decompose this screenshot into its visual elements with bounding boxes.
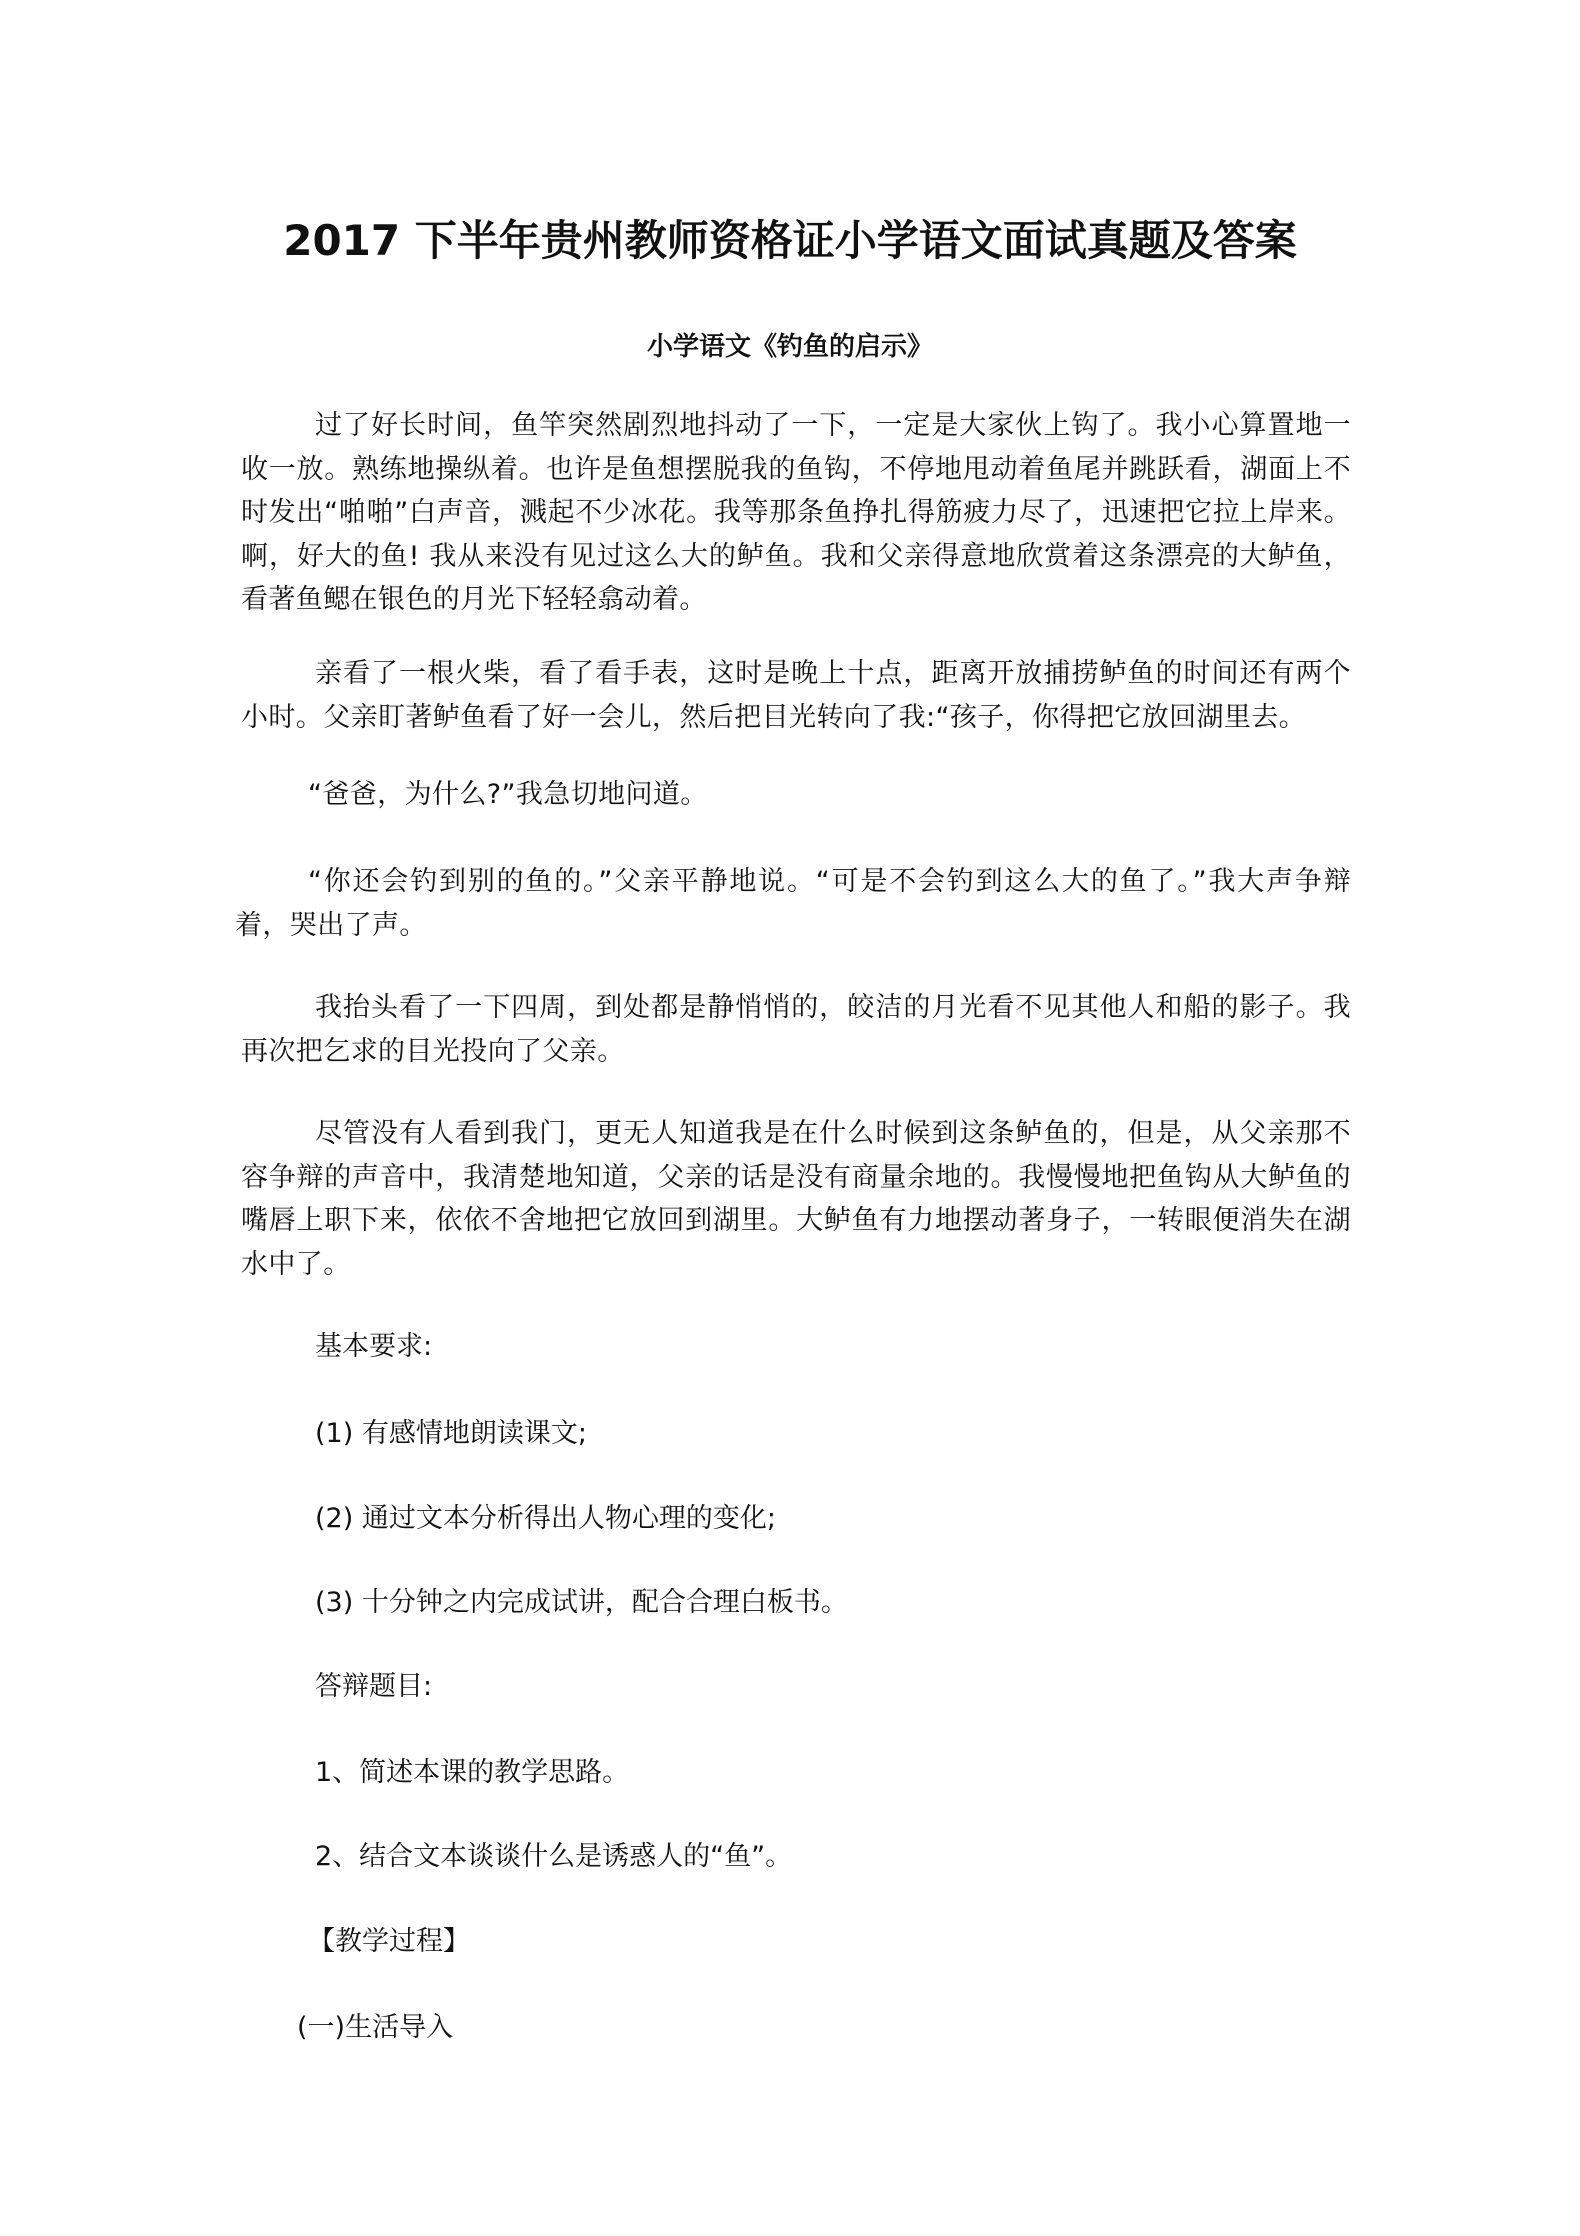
document-subtitle: 小学语文《钓鱼的启示》	[646, 332, 933, 362]
question-item-2: 2、结合文本谈谈什么是诱惑人的“鱼”。	[315, 1841, 793, 1872]
requirement-item-1: (1) 有感情地朗读课文;	[315, 1418, 587, 1449]
requirement-item-2: (2) 通过文本分析得出人物心理的变化;	[315, 1503, 776, 1534]
passage-paragraph-2: 亲看了一根火柴，看了看手表，这时是晚上十点，距离开放捕捞鲈鱼的时间还有两个小时。父亲盯著鲈鱼看了好一会儿，然后把目光转向了我:“孩子，你得把它放回湖里去。	[241, 658, 1351, 733]
questions-heading: 答辩题目:	[315, 1671, 433, 1702]
passage-paragraph-5: 我抬头看了一下四周，到处都是静悄悄的，皎洁的月光看不见其他人和船的影子。我再次把乞求的目光投向了父亲。	[241, 992, 1351, 1067]
teaching-process-heading: 【教学过程】	[308, 1926, 470, 1957]
document-title: 2017 下半年贵州教师资格证小学语文面试真题及答案	[283, 216, 1297, 265]
requirement-item-3: (3) 十分钟之内完成试讲，配合合理白板书。	[315, 1587, 848, 1618]
passage-paragraph-3: “爸爸，为什么?”我急切地问道。	[308, 779, 708, 810]
section-heading-intro: (一)生活导入	[297, 2012, 454, 2043]
requirements-heading: 基本要求:	[315, 1331, 433, 1362]
passage-paragraph-1: 过了好长时间，鱼竿突然剧烈地抖动了一下，一定是大家伙上钩了。我小心算置地一收一放。熟练地操纵着。也许是鱼想摆脱我的鱼钩，不停地甩动着鱼尾并跳跃看，湖面上不时发出“啪啪”白声音，溅起不少冰花。我等那条鱼挣扎得筋疲力尽了，迅速把它拉上岸来。啊，好大的鱼! 我从来没有见过这么大的鲈鱼。我和父亲得意地欣赏着这条漂亮的大鲈鱼，看著鱼鳃在银色的月光下轻轻翕动着。	[241, 410, 1351, 615]
passage-paragraph-6: 尽管没有人看到我门，更无人知道我是在什么时候到这条鲈鱼的，但是，从父亲那不容争辩的声音中，我清楚地知道，父亲的话是没有商量余地的。我慢慢地把鱼钩从大鲈鱼的嘴唇上职下来，依依不舍地把它放回到湖里。大鲈鱼有力地摆动著身子，一转眼便消失在湖水中了。	[241, 1118, 1351, 1280]
passage-paragraph-4: “你还会钓到别的鱼的。”父亲平静地说。“可是不会钓到这么大的鱼了。”我大声争辩着，哭出了声。	[235, 866, 1351, 941]
question-item-1: 1、简述本课的教学思路。	[315, 1757, 630, 1788]
